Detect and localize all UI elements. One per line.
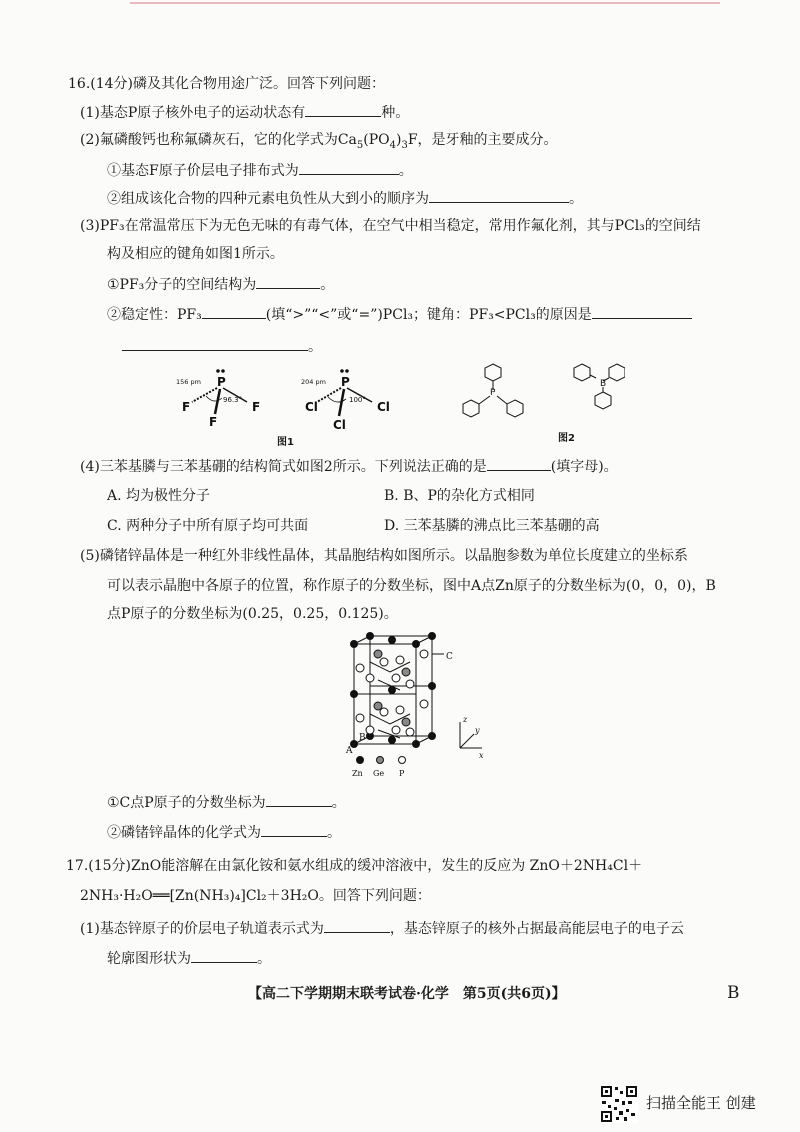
page-footer: 【高二下学期期末联考试卷·化学 第5页(共6页)】	[248, 986, 566, 1002]
answer-blank[interactable]	[305, 102, 381, 117]
bond-angle-label: 100°	[349, 396, 366, 404]
legend-p: P	[399, 769, 405, 778]
q16-part3-line2: 构及相应的键角如图1所示。	[107, 246, 284, 262]
answer-blank[interactable]	[429, 188, 569, 203]
answer-blank[interactable]	[202, 304, 266, 319]
axis-z-label: z	[463, 715, 468, 724]
axis-y-label: y	[475, 726, 480, 735]
q17-line2: 2NH₃·H₂O══[Zn(NH₃)₄]Cl₂＋3H₂O。回答下列问题：	[80, 888, 431, 904]
answer-blank[interactable]	[256, 274, 320, 289]
scanner-watermark: 扫描全能王 创建	[646, 1094, 756, 1112]
atom-F: F	[182, 400, 191, 414]
q16-part5-line1: (5)磷锗锌晶体是一种红外非线性晶体，其晶胞结构如图所示。以晶胞参数为单位长度建立的坐标系	[80, 548, 688, 564]
atom-Cl: Cl	[305, 400, 318, 414]
atom-F: F	[209, 415, 218, 429]
bond-angle-label: 96.3°	[223, 396, 243, 404]
q16-part5-line2: 可以表示晶胞中各原子的位置，称作原子的分数坐标，图中A点Zn原子的分数坐标为(0，0，0)，B	[107, 578, 716, 594]
q16-part5-i: ①C点P原子的分数坐标为 。	[107, 792, 346, 813]
answer-blank[interactable]	[191, 948, 257, 963]
answer-blank[interactable]	[261, 822, 327, 837]
atom-F: F	[252, 400, 261, 414]
q16-part4: (4)三苯基膦与三苯基硼的结构简式如图2所示。下列说法正确的是 (填字母)。	[80, 456, 618, 477]
label-C: C	[446, 652, 453, 662]
answer-blank[interactable]	[592, 304, 692, 319]
axis-x-label: x	[479, 751, 484, 760]
atom-Cl: Cl	[333, 418, 346, 432]
atom-P: P	[341, 375, 350, 389]
label-B: B	[359, 733, 366, 743]
q16-part3-ii: ②稳定性：PF₃ (填“>”“<”或“=”)PCl₃；键角：PF₃<PCl₃的原因是	[107, 304, 692, 325]
answer-blank[interactable]	[122, 336, 308, 351]
q16-part1: (1)基态P原子核外电子的运动状态有 种。	[80, 102, 409, 123]
option-D[interactable]: D. 三苯基膦的沸点比三苯基硼的高	[384, 518, 600, 534]
q16-part3-ii-cont: 。	[122, 336, 322, 357]
atom-B: B	[600, 379, 607, 389]
label-A: A	[346, 746, 353, 756]
figure-2-caption: 图2	[558, 433, 575, 444]
atom-Cl: Cl	[377, 400, 390, 414]
q16-part5-line3: 点P原子的分数坐标为(0.25，0.25，0.125)。	[107, 606, 398, 622]
top-edge-line	[130, 2, 720, 4]
answer-blank[interactable]	[324, 918, 390, 933]
figure-1-caption: 图1	[277, 437, 294, 448]
q16-part3-i: ①PF₃分子的空间结构为 。	[107, 274, 334, 295]
atom-P: P	[217, 375, 226, 389]
q16-part2: (2)氟磷酸钙也称氟磷灰石，它的化学式为$Ca_5(PO_4)_3F$，是牙釉的主要成分。	[80, 132, 558, 151]
figure-2-molecules	[455, 358, 625, 438]
option-B[interactable]: B. B、P的杂化方式相同	[384, 488, 535, 504]
q16-part5-ii: ②磷锗锌晶体的化学式为 。	[107, 822, 341, 843]
crystal-cell-figure	[340, 632, 490, 782]
legend-ge: Ge	[373, 769, 385, 778]
q16-part3-line1: (3)PF₃在常温常压下为无色无味的有毒气体，在空气中相当稳定，常用作氟化剂，其与PCl₃的空间结	[80, 218, 701, 234]
q17-part1-cont: 轮廓图形状为 。	[107, 948, 271, 969]
paper-variant-label: B	[727, 983, 740, 1003]
q17-line1: 17.(15分)ZnO能溶解在由氯化铵和氨水组成的缓冲溶液中，发生的反应为 ZnO＋2NH₄Cl＋	[66, 858, 643, 874]
answer-blank[interactable]	[487, 456, 551, 471]
option-C[interactable]: C. 两种分子中所有原子均可共面	[107, 518, 309, 534]
q17-part1: (1)基态锌原子的价层电子轨道表示式为 ，基态锌原子的核外占据最高能层电子的电子云	[80, 918, 684, 939]
qr-code-icon	[600, 1085, 638, 1123]
option-A[interactable]: A. 均为极性分子	[107, 488, 211, 504]
q16-part2-ii: ②组成该化合物的四种元素电负性从大到小的顺序为 。	[107, 188, 583, 209]
answer-blank[interactable]	[299, 160, 399, 175]
q16-header: 16.(14分)磷及其化合物用途广泛。回答下列问题：	[68, 76, 386, 92]
atom-P: P	[490, 388, 496, 398]
bond-length-label: 156 pm	[176, 378, 201, 386]
answer-blank[interactable]	[266, 792, 332, 807]
legend-zn: Zn	[352, 769, 363, 778]
q16-part2-i: ①基态F原子价层电子排布式为 。	[107, 160, 413, 181]
bond-length-label: 204 pm	[301, 378, 326, 386]
